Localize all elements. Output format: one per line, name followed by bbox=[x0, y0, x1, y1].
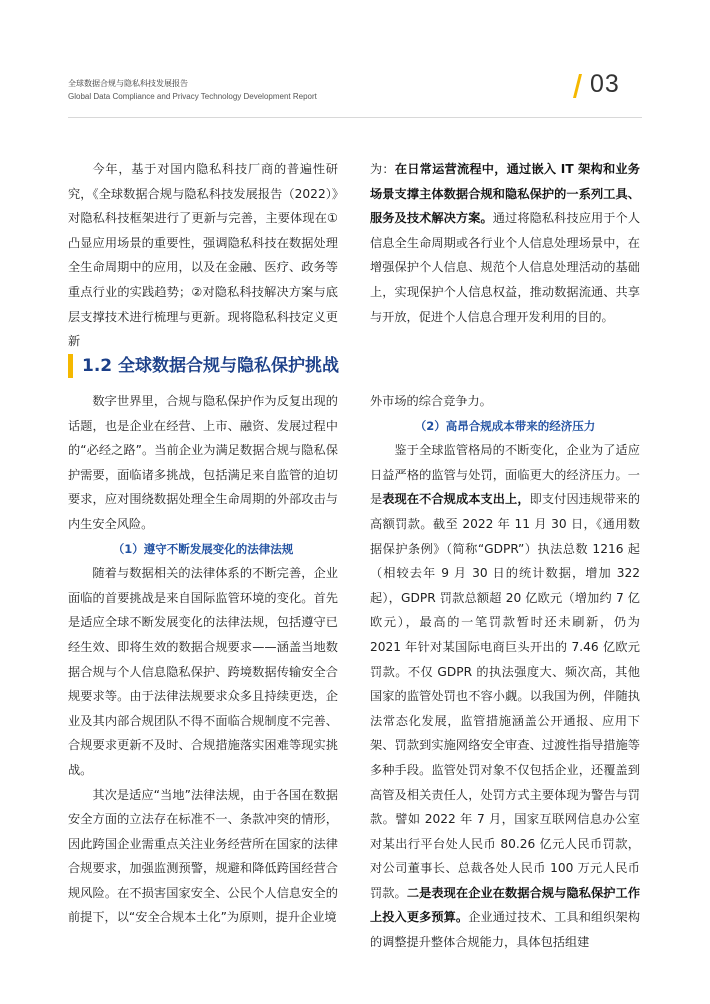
section-accent-bar bbox=[68, 354, 73, 378]
definition-lead: 为： bbox=[370, 162, 395, 176]
costs-paragraph bbox=[370, 438, 640, 954]
page-number-accent bbox=[573, 74, 582, 98]
subheading-laws: （1）遵守不断发展变化的法律法规 bbox=[112, 541, 294, 556]
definition-paragraph bbox=[370, 157, 640, 329]
report-title-cn: 全球数据合规与隐私科技发展报告 bbox=[68, 79, 188, 88]
intro-paragraph: 今年，基于对国内隐私科技厂商的普遍性研究，《全球数据合规与隐私科技发展报告（2022）》对隐私科技框架进行了更新与完善，主要体现在①凸显应用场景的重要性，强调隐私科技在数据处理全生命周期中的应用，以及在金融、医疗、政务等重点行业的实践趋势；②对隐私科技解决方案与底层支撑技术进行梳理与更新。现将隐私科技定义更新 bbox=[68, 162, 338, 349]
laws-paragraph-1: 随着与数据相关的法律体系的不断完善，企业面临的首要挑战是来自国际监管环境的变化。首先是适应全球不断发展变化的法律法规，包括遵守已经生效、即将生效的数据合规要求——涵盖当地数据合规与个人信息隐私保护、跨境数据传输安全合规要求等。由于法律法规要求众多且持续更迭，企业及其内部合规团队不得不面临合规制度不完善、合规要求更新不及时、合规措施落实困难等现实挑战。 bbox=[68, 566, 338, 777]
page-number: 03 bbox=[590, 70, 620, 98]
intro-left-column bbox=[68, 157, 338, 354]
right-column bbox=[370, 389, 640, 955]
subheading-costs: （2）高昂合规成本带来的经济压力 bbox=[414, 418, 596, 433]
costs-text-b: 即支付因违规带来的高额罚款。截至 2022 年 11 月 30 日，《通用数据保护条例》（简称“GDPR”）执法总数 1216 起（相较去年 9 月 30 日的统计数据，增加 322 起），GDPR 罚款总额超 20 亿欧元（增加约 7 亿欧元），最高的一笔罚款暂时还未刷新，仍为 2021 年针对某国际电商巨头开出的 7.46 亿欧元罚款。不仅 GDPR 的执法强度大、频次高，其他国家的监管处罚也不容小觑。以我国为例，伴随执法常态化发展，监管措施涵盖公开通报、应用下架、罚款到实施网络安全审查、过渡性指导措施等多种手段。监管处罚对象不仅包括企业，还覆盖到高管及相关责任人，处罚方式主要体现为警告与罚款。譬如 2022 年 7 月，国家互联网信息办公室对某出行平台处人民币 80.26 亿元人民币罚款，对公司董事长、总裁各处人民币 100 万元人民币罚款。 bbox=[370, 492, 641, 900]
left-column bbox=[68, 389, 338, 930]
challenges-intro-paragraph: 数字世界里，合规与隐私保护作为反复出现的话题，也是企业在经营、上市、融资、发展过程中的“必经之路”。当前企业为满足数据合规与隐私保护需要，面临诸多挑战，包括满足来自监管的迫切要求，应对围绕数据处理全生命周期的外部攻击与内生安全风险。 bbox=[68, 394, 338, 531]
report-title-en: Global Data Compliance and Privacy Technology Development Report bbox=[68, 92, 317, 101]
costs-bold-1: 表现在不合规成本支出上， bbox=[382, 492, 530, 507]
costs-text-a: 鉴于全球监管格局的不断变化，企业为了适应日益严格的监管与处罚，面临更大的经济压力。一是 bbox=[370, 443, 640, 507]
continuation-line: 外市场的综合竞争力。 bbox=[370, 394, 492, 408]
laws-paragraph-2: 其次是适应“当地”法律法规，由于各国在数据安全方面的立法存在标准不一、条款冲突的情形，因此跨国企业需重点关注业务经营所在国家的法律合规要求，加强监测预警，规避和降低跨国经营合规风险。在不损害国家安全、公民个人信息安全的前提下，以“安全合规本土化”为原则，提升企业境 bbox=[68, 787, 338, 925]
intro-right-column bbox=[370, 157, 640, 329]
definition-bold: 在日常运营流程中，通过嵌入 IT 架构和业务场景支撑主体数据合规和隐私保护的一系列工具、服务及技术解决方案。 bbox=[370, 162, 640, 226]
definition-rest: 通过将隐私科技应用于个人信息全生命周期或各行业个人信息处理场景中，在增强保护个人信息、规范个人信息处理活动的基础上，实现保护个人信息权益，推动数据流通、共享与开放，促进个人信息合理开发利用的目的。 bbox=[370, 211, 641, 324]
section-title: 1.2 全球数据合规与隐私保护挑战 bbox=[82, 356, 340, 376]
section-heading bbox=[68, 352, 368, 380]
costs-text-c: 企业通过技术、工具和组织架构的调整提升整体合规能力，具体包括组建 bbox=[370, 910, 641, 950]
header-divider bbox=[68, 117, 642, 118]
costs-bold-2: 二是表现在企业在数据合规与隐私保护工作上投入更多预算。 bbox=[370, 885, 641, 925]
